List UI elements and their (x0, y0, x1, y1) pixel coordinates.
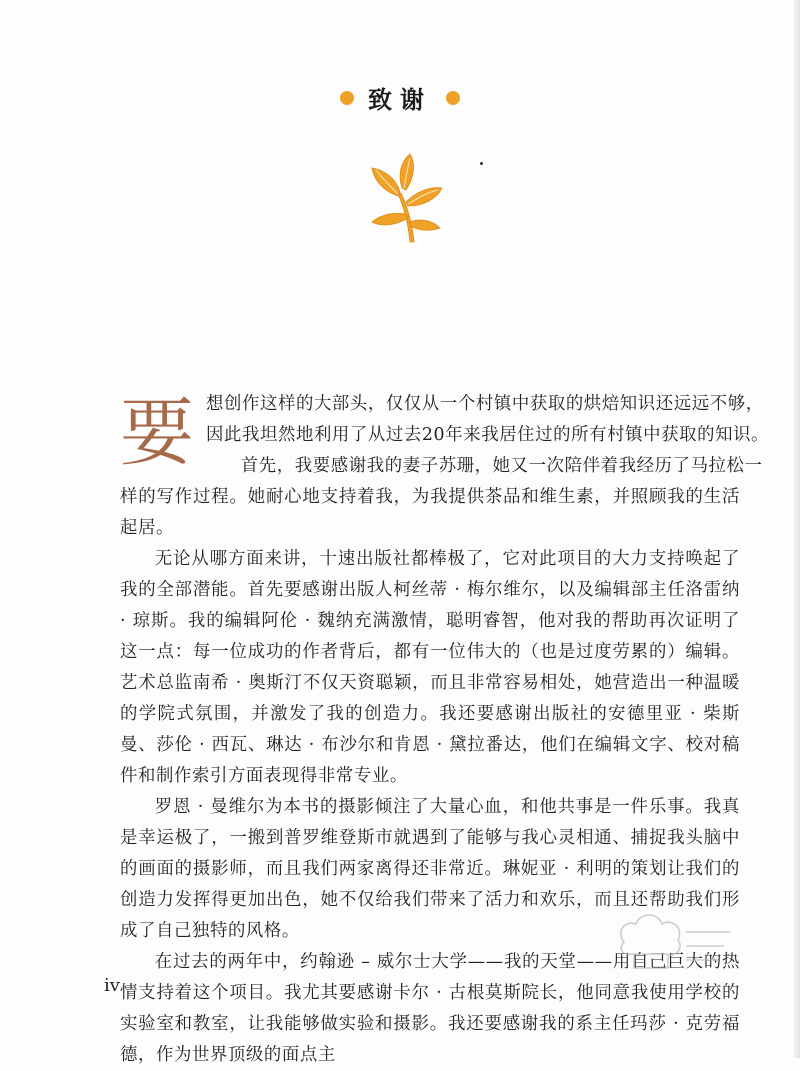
page-header (0, 80, 800, 115)
chef-hat-watermark-icon (606, 902, 736, 982)
leaf-icon (364, 152, 446, 244)
lead-line-2: 因此我坦然地利用了从过去20年来我居住过的所有村镇中获取的知识。 (206, 425, 770, 445)
page-number: iv (104, 975, 120, 996)
bullet-dot-right (446, 91, 460, 105)
drop-cap: 要 (120, 390, 195, 476)
lead-line-4: 样的写作过程。她耐心地支持着我，为我提供茶品和维生素，并照顾我的生活起居。 (120, 487, 740, 538)
bullet-dot-left (340, 91, 354, 105)
page-edge (794, 0, 800, 1058)
page-title: 致谢 (368, 86, 432, 114)
paragraph-publisher: 无论从哪方面来讲，十速出版社都棒极了，它对此项目的大力支持唤起了我的全部潜能。首先要感谢出版人柯丝蒂 · 梅尔维尔，以及编辑部主任洛雷纳 · 琼斯。我的编辑阿伦 · 魏纳充满激情，聪明睿智，他对我的帮助再次证明了这一点：每一位成功的作者背后，都有一位伟大的（也是过度劳累的）编辑。艺术总监南希 · 奥斯汀不仅天资聪颖，而且非常容易相处，她营造出一种温暖的学院式氛围，并激发了我的创造力。我还要感谢出版社的安德里亚 · 柴斯曼、莎伦 · 西瓦、琳达 · 布沙尔和肯恩 · 黛拉番达，他们在编辑文字、校对稿件和制作索引方面表现得非常专业。 (120, 549, 740, 786)
lead-line-1: 想创作这样的大部头，仅仅从一个村镇中获取的烘焙知识还远远不够， (206, 394, 764, 414)
print-speck (480, 162, 483, 165)
lead-line-3: 首先，我要感谢我的妻子苏珊，她又一次陪伴着我经历了马拉松一 (240, 456, 763, 476)
lead-block (120, 389, 770, 482)
paragraph-photographer: 罗恩 · 曼维尔为本书的摄影倾注了大量心血，和他共事是一件乐事。我真是幸运极了，一搬到普罗维登斯市就遇到了能够与我心灵相通、捕捉我头脑中的画面的摄影师，而且我们两家离得还非常近。琳妮亚 · 利明的策划让我们的创造力发挥得更加出色，她不仅给我们带来了活力和欢乐，而且还帮助我们形成了自己独特的风格。 (120, 797, 740, 941)
paragraph-university: 在过去的两年中，约翰逊 – 威尔士大学——我的天堂——用自己巨大的热情支持着这个项目。我尤其要感谢卡尔 · 古根莫斯院长，他同意我使用学校的实验室和教室，让我能够做实验和摄影。我还要感谢我的系主任玛莎 · 克劳福德，作为世界顶级的面点主 (120, 952, 740, 1065)
